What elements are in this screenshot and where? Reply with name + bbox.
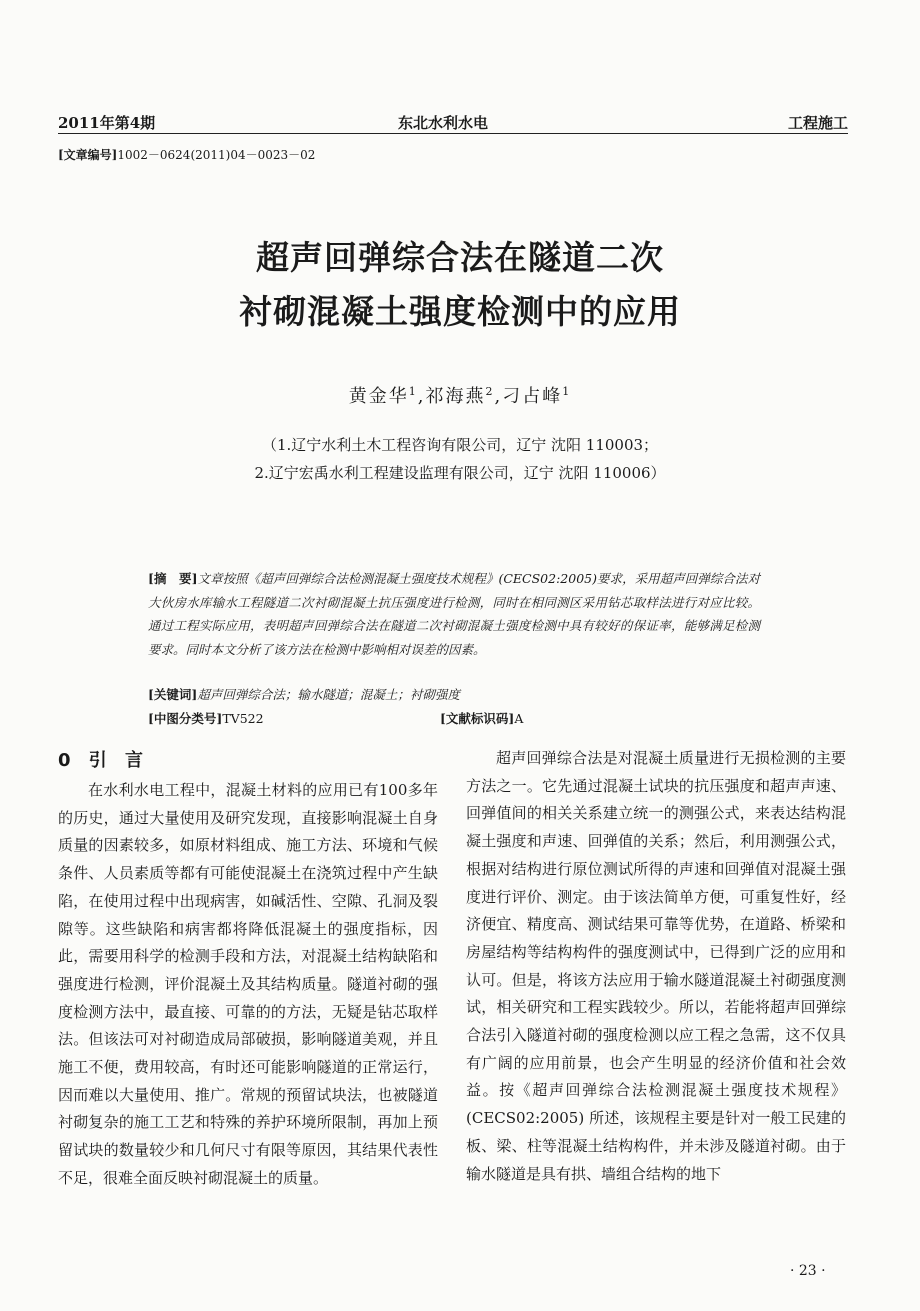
abstract bbox=[148, 567, 760, 661]
right-column bbox=[466, 745, 846, 1188]
author-name: 黄金华 bbox=[348, 386, 409, 407]
document-code-value: A bbox=[514, 711, 524, 726]
author-affil-mark: 2 bbox=[485, 385, 495, 398]
left-column bbox=[58, 777, 438, 1193]
title-line-2: 衬砌混凝土强度检测中的应用 bbox=[239, 292, 681, 331]
keywords-text: 超声回弹综合法；输水隧道；混凝土；衬砌强度 bbox=[197, 687, 460, 702]
classification-number bbox=[148, 709, 264, 727]
author-name: 祁海燕 bbox=[425, 386, 486, 407]
keywords-label: [关键词] bbox=[148, 687, 198, 702]
author-affil-mark: 1 bbox=[562, 385, 572, 398]
author-name: 刁占峰 bbox=[502, 386, 563, 407]
issue-label: 2011年第4期 bbox=[58, 114, 156, 132]
author-list: 黄金华$^1$,祁海燕$^2$,刁占峰$^1$ bbox=[348, 385, 572, 407]
section-heading: 0 引 言 bbox=[58, 750, 150, 771]
body-paragraph: 超声回弹综合法是对混凝土质量进行无损检测的主要方法之一。它先通过混凝土试块的抗压强度和超声声速、回弹值间的相关关系建立统一的测强公式，来表达结构混凝土强度和声速、回弹值的关系；然后，利用测强公式，根据对结构进行原位测试所得的声速和回弹值对混凝土强度进行评价、测定。由于该法简单方便，可重复性好，经济便宜、精度高、测试结果可靠等优势，在道路、桥梁和房屋结构等结构构件的强度测试中，已得到广泛的应用和认可。但是，将该方法应用于输水隧道混凝土衬砌强度测试，相关研究和工程实践较少。所以，若能将超声回弹综合法引入隧道衬砌的强度检测以应工程之急需，这不仅具有广阔的应用前景，也会产生明显的经济价值和社会效益。按《超声回弹综合法检测混凝土强度技术规程》(CECS02:2005) 所述，该规程主要是针对一般工民建的板、梁、柱等混凝土结构构件，并未涉及隧道衬砌。由于输水隧道是具有拱、墙组合结构的地下 bbox=[466, 749, 846, 1183]
classification-label: [中图分类号] bbox=[148, 711, 223, 726]
keywords bbox=[148, 685, 460, 703]
abstract-text: 文章按照《超声回弹综合法检测混凝土强度技术规程》(CECS02:2005)要求，采用超声回弹综合法对大伙房水库输水工程隧道二次衬砌混凝土抗压强度进行检测，同时在相同测区采用钻芯取样法进行对应比较。通过工程实际应用，表明超声回弹综合法在隧道二次衬砌混凝土强度检测中具有较好的保证率，能够满足检测要求。同时本文分析了该方法在检测中影响相对误差的因素。 bbox=[148, 571, 760, 657]
author-affil-mark: 1 bbox=[408, 385, 418, 398]
classification-value: TV522 bbox=[222, 711, 264, 726]
title-line-1: 超声回弹综合法在隧道二次 bbox=[256, 238, 664, 277]
document-code-label: [文献标识码] bbox=[440, 711, 515, 726]
section-label: 工程施工 bbox=[787, 114, 848, 132]
affiliation-line-2: 2.辽宁宏禹水利工程建设监理有限公司，辽宁 沈阳 110006） bbox=[254, 464, 666, 482]
affiliation-line-1: （1.辽宁水利土木工程咨询有限公司，辽宁 沈阳 110003； bbox=[261, 436, 659, 454]
page-number: · 23 · bbox=[790, 1263, 826, 1279]
article-number-label: [文章编号] bbox=[58, 148, 118, 162]
article-number-value: 1002－0624(2011)04－0023－02 bbox=[117, 148, 316, 162]
journal-name: 东北水利水电 bbox=[398, 114, 489, 132]
document-code bbox=[440, 709, 523, 727]
body-paragraph: 在水利水电工程中，混凝土材料的应用已有100多年的历史，通过大量使用及研究发现，直接影响混凝土自身质量的因素较多，如原材料组成、施工方法、环境和气候条件、人员素质等都有可能使混凝土在浇筑过程中产生缺陷，在使用过程中出现病害，如碱活性、空隙、孔洞及裂隙等。这些缺陷和病害都将降低混凝土的强度指标，因此，需要用科学的检测手段和方法，对混凝土结构缺陷和强度进行检测，评价混凝土及其结构质量。隧道衬砌的强度检测方法中，最直接、可靠的的方法，无疑是钻芯取样法。但该法可对衬砌造成局部破损，影响隧道美观，并且施工不便，费用较高，有时还可能影响隧道的正常运行，因而难以大量使用、推广。常规的预留试块法，也被隧道衬砌复杂的施工工艺和特殊的养护环境所限制，再加上预留试块的数量较少和几何尺寸有限等原因，其结果代表性不足，很难全面反映衬砌混凝土的质量。 bbox=[58, 781, 438, 1187]
header-rule bbox=[58, 133, 848, 134]
running-header bbox=[58, 112, 848, 132]
article-number bbox=[58, 146, 315, 163]
abstract-label: [摘 要] bbox=[148, 571, 198, 586]
